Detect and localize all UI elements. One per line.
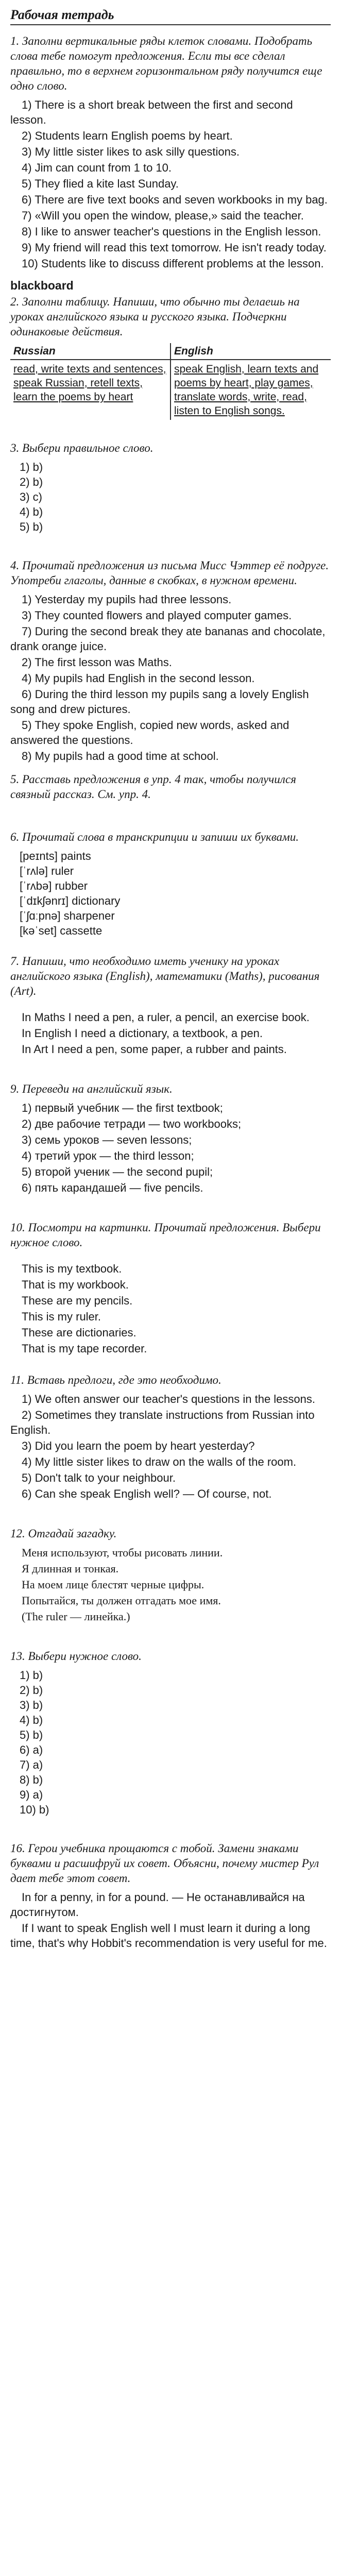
answer-line: 6) There are five text books and seven workbooks in my bag. — [22, 193, 328, 206]
exercise-5-instruction: 5. Расставь предложения в упр. 4 так, чтобы получился связный рассказ. См. упр. 4. — [10, 773, 296, 801]
transcription-line: [kəˈset] cassette — [20, 924, 103, 937]
column-header-english: English — [170, 343, 331, 360]
exercise-7 — [10, 954, 331, 1057]
answer-line: 2) две рабочие тетради — two workbooks; — [22, 1117, 242, 1130]
answer-line: 2) b) — [20, 476, 43, 488]
exercise-13-instruction: 13. Выбери нужное слово. — [10, 1650, 142, 1663]
comparison-table — [10, 343, 331, 420]
answer-line: 2) Sometimes they translate instructions from Russian into English. — [10, 1409, 315, 1436]
riddle-line: Попытайся, ты должен отгадать мое имя. — [22, 1594, 221, 1607]
answer-line: 9) a) — [20, 1788, 43, 1801]
answer-line: 7) During the second break they ate bananas and chocolate, drank orange juice. — [10, 625, 326, 653]
exercise-4-instruction: 4. Прочитай предложения из письма Мисс Чэттер её подруге. Употреби глаголы, данные в скобках, в нужном времени. — [10, 559, 329, 587]
exercise-16-instruction: 16. Герои учебника прощаются с тобой. Замени знаками буквами и расшифруй их совет. Объясни, почему мистер Рул дает тебе этот совет. — [10, 1842, 319, 1885]
exercise-1 — [10, 33, 331, 293]
answer-line: 8) My pupils had a good time at school. — [22, 750, 219, 762]
riddle-line: Меня используют, чтобы рисовать линии. — [22, 1546, 223, 1559]
answer-line: 4) Jim can count from 1 to 10. — [22, 161, 172, 174]
answer-line: 7) «Will you open the window, please,» said the teacher. — [22, 209, 304, 222]
answer-line: 1) b) — [20, 461, 43, 473]
transcription-line: [ˈdɪkʃənrɪ] dictionary — [20, 894, 121, 907]
answer-line: 1) первый учебник — the first textbook; — [22, 1101, 223, 1114]
answer-line: 8) b) — [20, 1773, 43, 1786]
exercise-5 — [10, 772, 331, 802]
exercise-6 — [10, 829, 331, 938]
exercise-9-instruction: 9. Переведи на английский язык. — [10, 1082, 173, 1095]
answer-line: 6) During the third lesson my pupils sang a lovely English song and drew pictures. — [10, 688, 309, 716]
answer-line: 10) b) — [20, 1803, 49, 1816]
exercise-4 — [10, 558, 331, 764]
answer-line: These are dictionaries. — [22, 1326, 137, 1339]
exercise-3 — [10, 440, 331, 534]
exercise-3-instruction: 3. Выбери правильное слово. — [10, 442, 154, 454]
answer-line: 3) семь уроков — seven lessons; — [22, 1133, 192, 1146]
answer-line: 6) Can she speak English well? — Of course, not. — [22, 1487, 272, 1500]
transcription-line: [ˈrʌbə] rubber — [20, 879, 88, 892]
exercise-2-instruction: 2. Заполни таблицу. Напиши, что обычно ты делаешь на уроках английского языка и русского языка. Подчеркни одинаковые действия. — [10, 295, 300, 338]
answer-line: 3) c) — [20, 490, 42, 503]
answer-line: 3) Did you learn the poem by heart yesterday? — [22, 1439, 255, 1452]
answer-line: 5) Don't talk to your neighbour. — [22, 1471, 176, 1484]
answer-line: 10) Students like to discuss different problems at the lesson. — [22, 257, 324, 270]
exercise-1-instruction: 1. Заполни вертикальные ряды клеток словами. Подобрать слова тебе помогут предложения. Если ты все сделал правильно, то в верхнем горизонтальном ряду получится еще одно слово. — [10, 35, 322, 92]
exercise-12 — [10, 1526, 331, 1624]
answer-line: 4) b) — [20, 505, 43, 518]
answer-line: 3) b) — [20, 1699, 43, 1711]
answer-line: In English I need a dictionary, a textbook, a pen. — [22, 1027, 263, 1040]
exercise-2 — [10, 294, 331, 420]
answer-line: 5) второй ученик — the second pupil; — [22, 1165, 213, 1178]
page-title: Рабочая тетрадь — [10, 7, 114, 22]
english-activities-cell: speak English, learn texts and poems by heart, play games, translate words, write, read, listen to English songs. — [174, 363, 319, 417]
exercise-6-instruction: 6. Прочитай слова в транскрипции и запиши их буквами. — [10, 831, 299, 843]
answer-line: 6) пять карандашей — five pencils. — [22, 1181, 203, 1194]
answer-line: 7) a) — [20, 1758, 43, 1771]
answer-line: In for a penny, in for a pound. — He останавливайся на достигнутом. — [10, 1891, 305, 1919]
title-divider — [10, 24, 331, 25]
answer-line: 5) They flied a kite last Sunday. — [22, 177, 179, 190]
answer-line: 4) третий урок — the third lesson; — [22, 1149, 194, 1162]
transcription-line: [ˈʃɑːpnə] sharpener — [20, 909, 115, 922]
riddle-answer: (The ruler — линейка.) — [22, 1610, 130, 1623]
answer-line: 1) We often answer our teacher's questions in the lessons. — [22, 1393, 315, 1405]
answer-line: 2) The first lesson was Maths. — [22, 656, 172, 669]
exercise-12-instruction: 12. Отгадай загадку. — [10, 1527, 117, 1540]
russian-activities-cell: read, write texts and sentences, speak Russian, retell texts, learn the poems by heart — [10, 360, 170, 420]
answer-line: 1) There is a short break between the first and second lesson. — [10, 98, 293, 126]
answer-line: 9) My friend will read this text tomorrow. He isn't ready today. — [22, 241, 327, 254]
exercise-13 — [10, 1649, 331, 1817]
answer-line: 1) b) — [20, 1669, 43, 1682]
exercise-16 — [10, 1841, 331, 1951]
riddle-line: Я длинная и тонкая. — [22, 1562, 119, 1575]
answer-line: This is my ruler. — [22, 1310, 101, 1323]
exercise-9 — [10, 1081, 331, 1195]
answer-line: 3) They counted flowers and played computer games. — [22, 609, 292, 622]
answer-line: 5) b) — [20, 1728, 43, 1741]
answer-line: 1) Yesterday my pupils had three lessons. — [22, 593, 232, 606]
answer-line: 4) My little sister likes to draw on the walls of the room. — [22, 1455, 297, 1468]
answer-line: This is my textbook. — [22, 1262, 122, 1275]
answer-line: 5) They spoke English, copied new words, asked and answered the questions. — [10, 719, 289, 747]
answer-line: In Art I need a pen, some paper, a rubber and paints. — [22, 1043, 287, 1056]
riddle-line: На моем лице блестят черные цифры. — [22, 1578, 204, 1591]
answer-line: 6) a) — [20, 1743, 43, 1756]
answer-line: If I want to speak English well I must learn it during a long time, that's why Hobbit's recommendation is very useful for me. — [10, 1922, 327, 1950]
exercise-7-instruction: 7. Напиши, что необходимо иметь ученику на уроках английского языка (English), математики (Maths), рисования (Art). — [10, 955, 320, 997]
transcription-line: [peɪnts] paints — [20, 850, 91, 862]
answer-line: That is my tape recorder. — [22, 1342, 147, 1355]
exercise-10 — [10, 1220, 331, 1356]
column-header-russian: Russian — [10, 343, 170, 360]
answer-line: 3) My little sister likes to ask silly questions. — [22, 145, 240, 158]
answer-line: 2) b) — [20, 1684, 43, 1697]
answer-line: 5) b) — [20, 520, 43, 533]
answer-line: In Maths I need a pen, a ruler, a pencil, an exercise book. — [22, 1011, 310, 1024]
answer-line: 4) My pupils had English in the second lesson. — [22, 672, 255, 685]
answer-word: blackboard — [10, 279, 74, 292]
answer-line: 8) I like to answer teacher's questions in the English lesson. — [22, 225, 321, 238]
answer-line: 4) b) — [20, 1714, 43, 1726]
exercise-11-instruction: 11. Вставь предлоги, где это необходимо. — [10, 1374, 221, 1386]
transcription-line: [ˈrʌlə] ruler — [20, 865, 74, 877]
answer-line: 2) Students learn English poems by heart. — [22, 129, 233, 142]
exercise-11 — [10, 1372, 331, 1501]
answer-line: That is my workbook. — [22, 1278, 129, 1291]
answer-line: These are my pencils. — [22, 1294, 133, 1307]
exercise-10-instruction: 10. Посмотри на картинки. Прочитай предложения. Выбери нужное слово. — [10, 1221, 321, 1249]
